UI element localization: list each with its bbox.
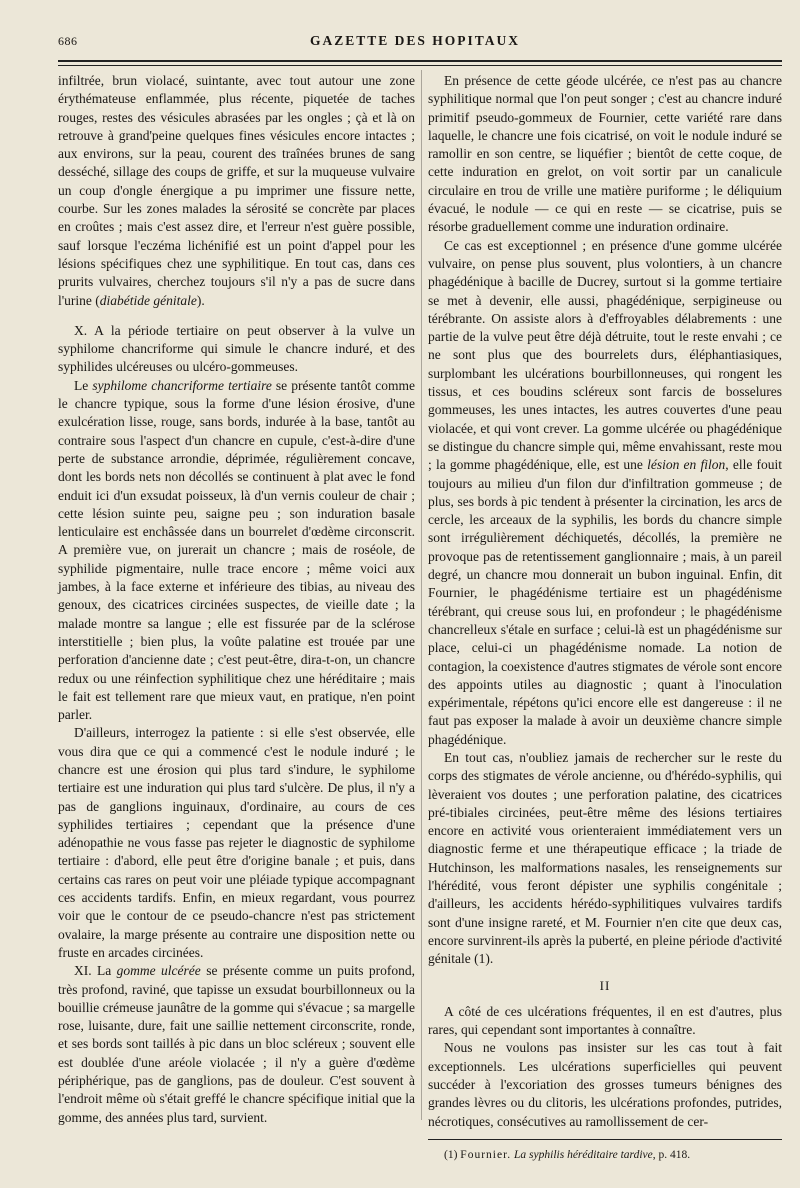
left-column bbox=[58, 72, 415, 1127]
page-number: 686 bbox=[58, 34, 78, 48]
footnote: (1) Fournier. La syphilis héréditaire tardive, p. 418. bbox=[444, 1148, 691, 1161]
paragraph: Ce cas est exceptionnel ; en présence d'une gomme ulcérée vulvaire, on pense plus souvent, plus volontiers, à un chancre phagédénique à bacille de Ducrey, surtout si la gomme tertiaire se met à devenir, elle aussi, phagédénique, serpigineuse ou térébrante. On assiste alors à d'effroyables délabrements : une partie de la vulve peut être déjà détruite, tout le reste envahi ; ce ne sont plus que des bourrelets durs, éléphantiasiques, surplombant les ulcérations bourbillonneuses, qui rongent les tissus, et ces boudins scléreux sont farcis de bosselures gommeuses, les unes intactes, les autres couvertes d'une peau violacée, et qui vont crever. La gomme ulcérée ou phagédénique se distingue du chancre simple qui, même envahissant, reste mou ; la gomme phagédénique, elle, est une lésion en filon, elle fouit toujours au milieu d'un filon dur d'infiltration gommeuse ; de plus, ses bords à pic tendent à présenter la circination, les arcs de cercle, les arceaux de la syphilis, les bords du chancre simple sont irrégulièrement déchiquetés, décollés, la première ne provoque pas de retentissement ganglionnaire ; mais, à un pareil degré, un chancre mou donnerait un bubon inguinal. Enfin, dit Fournier, le phagédénisme tertiaire est un phagédénisme térébrant, qui creuse sous lui, en profondeur ; le phagédénisme chancrelleux s'étale en surface ; celui-là est un phagédénisme sur place, celui-ci un phagédénisme nomade. La notion de contagion, la coexistence d'autres stigmates de vérole sont encore des appoints utiles au diagnostic ; quant à l'inoculation expérimentale, répétons qu'ici encore elle est dangereuse : il ne faut pas exposer la malade à avoir un deuxième chancre simple phagédénique. bbox=[428, 237, 783, 747]
right-column bbox=[428, 72, 782, 1163]
paragraph: D'ailleurs, interrogez la patiente : si elle s'est observée, elle vous dira que ce qui a commencé c'est le nodule induré ; le chancre est une érosion qui plus tard s'indure, le syphilome tertiaire est une induration qui plus tard s'ulcère. De plus, il n'y a pas de ganglions inguinaux, d'ordinaire, au cours de ces syphilides tertiaires ; cependant que la présence d'une adénopathie ne vous fasse pas rejeter le diagnostic de syphilome tertiaire : d'abord, elle peut être d'origine banale ; et puis, dans certains cas rares on peut voir une pléiade typique accompagnant ces accidents tardifs. Enfin, en mieux regardant, vous pourrez voir que le contour de ce pseudo-chancre n'est pas strictement ovalaire, la marge présente au contraire une disposition nette ou fruste en arcades circinées. bbox=[58, 725, 415, 960]
header-rule bbox=[58, 60, 782, 66]
paragraph-section-xi: XI. La gomme ulcérée se présente comme un puits profond, très profond, raviné, que tapisse un exsudat bourbillonneux ou la bouillie crémeuse jaunâtre de la gomme qui s'évacue ; sa margelle rose, luisante, dure, fait une saillie nettement circonscrite, ronde, et ses bords sont taillés à pic dans un bloc scléreux ; souvent elle est doublée d'une aréole violacée ; il n'y a guère d'œdème périphérique, pas de ganglions, pas de douleur. C'est souvent à l'endroit même où s'était greffé le chancre spécifique initial que la gomme, des années plus tard, survient. bbox=[58, 963, 416, 1125]
paragraph: En tout cas, n'oubliez jamais de rechercher sur le reste du corps des stigmates de vérole ancienne, ou d'hérédo-syphilis, qui lèveraient vos doutes ; une perforation palatine, des cicatrices pré-tibiales circinées, peut-être même des lésions tertiaires encore en activité vous orienteraient immédiatement vers un diagnostic ferme et une thérapeutique efficace ; la triade de Hutchinson, les malformations nasales, les renseignements sur l'hérédité, vous feront dépister une syphilis congénitale ; d'ailleurs, les accidents hérédo-syphilitiques vulvaires tardifs sont d'une insigne rareté, et M. Fournier n'en cite que deux cas, encore survinrent-ils après la puberté, en pleine période d'activité génitale (1). bbox=[428, 749, 782, 967]
paragraph: Le syphilome chancriforme tertiaire se présente tantôt comme le chancre typique, sous la forme d'une lésion érosive, d'une exulcération lisse, rouge, sans bords, indurée à la base, tantôt au contraire sous l'aspect d'un chancre en cupule, c'est-à-dire d'une perte de substance arrondie, déprimée, régulièrement concave, dont les bords nets non décollés se continuent à plat avec le fond enduit ici d'un exsudat poisseux, là d'un vernis couleur de chair ; cette lésion suinte peu, saigne peu ; son induration basale lenticulaire est enchâssée dans un bourrelet d'œdème circonscrit. A première vue, on jurerait un chancre ; mais de roséole, de syphilide pigmentaire, nulle trace encore ; même voici aux jambes, à la face externe et inférieure des tibias, au niveau des genoux, des cicatrices circinées suspectes, de vieille date ; la malade montre sa langue ; elle est fissurée par de la sclérose interstitielle ; bien plus, la voûte palatine est trouée par une perforation d'ancienne date ; c'est peut-être, dira-t-on, un chancre redux ou une réinfection syphilitique chez une héréditaire ; mais le fait est tellement rare que mieux vaut, en pratique, n'en point parler. bbox=[58, 377, 415, 723]
footnote-rule bbox=[428, 1139, 782, 1140]
paragraph: Nous ne voulons pas insister sur les cas tout à fait exceptionnels. Les ulcérations superficielles qui peuvent succéder à l'excoriation des grosses tumeurs bénignes des grandes lèvres ou du clitoris, les ulcérations profondes, putrides, nécrotiques, consécutives au ramollissement de cer- bbox=[428, 1040, 782, 1129]
journal-title: GAZETTE DES HOPITAUX bbox=[309, 33, 521, 48]
paragraph-section-x: X. A la période tertiaire on peut observer à la vulve un syphilome chancriforme qui simule le chancre induré, et des syphilides ulcéreuses ou ulcéro-gommeuses. bbox=[58, 322, 415, 375]
paragraph: En présence de cette géode ulcérée, ce n'est pas au chancre syphilitique normal que l'on peut songer ; c'est au chancre induré primitif pseudo-gommeux de Fournier, cette variété rare dans laquelle, le chancre une fois cicatrisé, on voit le nodule induré se ramollir en son centre, se liquéfier ; bientôt de cette coque, de cette induration en grelot, on voit sortir par un canalicule circulaire en trou de vrille une matière puriforme ; le déliquium évacué, le nodule — ce qui en reste — se cicatrise, puis se résorbe graduellement comme une induration ordinaire. bbox=[428, 73, 782, 235]
column-divider bbox=[421, 70, 422, 1120]
page-header bbox=[58, 34, 772, 54]
paragraph: infiltrée, brun violacé, suintante, avec tout autour une zone érythémateuse enflammée, plus récente, piquetée de taches rouges, restes des vésicules abrasées par les ongles ; çà et là on retrouve à grand'peine quelques fines vésicules encore intactes ; aux environs, sur la peau, courent des traînées brunes de sang desséché, sillage des coups de griffe, et sur la muqueuse vulvaire un coup d'ongle énergique a pu imprimer une fissure nette, courbe. Sur les zones malades la sérosité se concrète par places en croûtes ; mais c'est assez dire, et l'erreur n'est guère possible, sauf lorsque l'eczéma lichénifié est un point d'appel pour les lésions spécifiques chez une syphilitique. En tout cas, dans ces prurits vulvaires, cherchez toujours s'il n'y a pas de sucre dans l'urine (diabétide génitale). bbox=[58, 73, 415, 308]
paragraph: A côté de ces ulcérations fréquentes, il en est d'autres, plus rares, qui cependant sont importantes à connaître. bbox=[428, 1003, 782, 1038]
section-heading: II bbox=[599, 977, 611, 993]
